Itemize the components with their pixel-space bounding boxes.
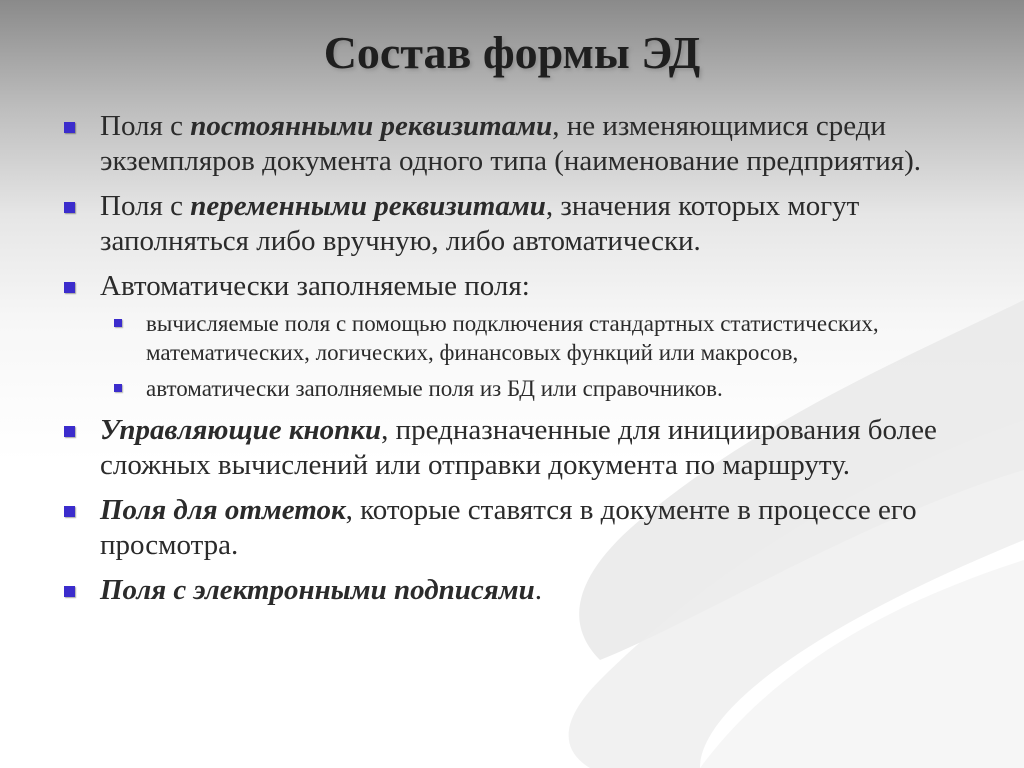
item-emphasis: Поля для отметок xyxy=(100,494,346,526)
item-emphasis: Поля с электронными подписями xyxy=(100,574,535,606)
sub-item-text: автоматически заполняемые поля из БД или справочников. xyxy=(146,376,723,401)
square-sub-bullet-icon xyxy=(114,384,122,392)
bullet-item-auto-fields xyxy=(62,269,982,403)
square-bullet-icon xyxy=(64,506,75,517)
bullet-item-signature-fields xyxy=(62,573,982,608)
square-bullet-icon xyxy=(64,202,75,213)
square-bullet-icon xyxy=(64,282,75,293)
bullet-item-control-buttons xyxy=(62,413,982,483)
item-text-suffix: , значения которых могут заполняться либо вручную, либо автоматически. xyxy=(100,190,860,257)
item-text-suffix: , которые ставятся в документе в процессе его просмотра. xyxy=(100,494,917,561)
sub-item-calculated-fields xyxy=(108,309,982,367)
item-text-prefix: Поля с xyxy=(100,190,191,222)
bullet-item-mark-fields xyxy=(62,493,982,563)
square-bullet-icon xyxy=(64,586,75,597)
item-text-prefix: Поля с xyxy=(100,110,191,142)
slide-content xyxy=(62,109,982,608)
sub-item-db-fields xyxy=(108,374,982,403)
square-bullet-icon xyxy=(64,426,75,437)
item-emphasis: переменными реквизитами xyxy=(190,190,546,222)
bullet-item-constant-fields xyxy=(62,109,982,179)
slide-title: Состав формы ЭД xyxy=(323,27,701,78)
bullet-item-variable-fields xyxy=(62,189,982,259)
square-bullet-icon xyxy=(64,122,75,133)
sub-list xyxy=(108,309,982,403)
square-sub-bullet-icon xyxy=(114,319,122,327)
item-text-suffix: , не изменяющимися среди экземпляров документа одного типа (наименование предприятия). xyxy=(100,110,921,177)
sub-item-text: вычисляемые поля с помощью подключения стандартных статистических, математических, логических, финансовых функций или макросов, xyxy=(146,311,879,365)
item-emphasis: постоянными реквизитами xyxy=(190,110,553,142)
item-text: Автоматически заполняемые поля: xyxy=(100,270,530,302)
item-text-suffix: . xyxy=(534,574,542,606)
item-emphasis: Управляющие кнопки xyxy=(100,414,382,446)
item-text-suffix: , предназначенные для инициирования более сложных вычислений или отправки документа по маршруту. xyxy=(100,414,937,481)
